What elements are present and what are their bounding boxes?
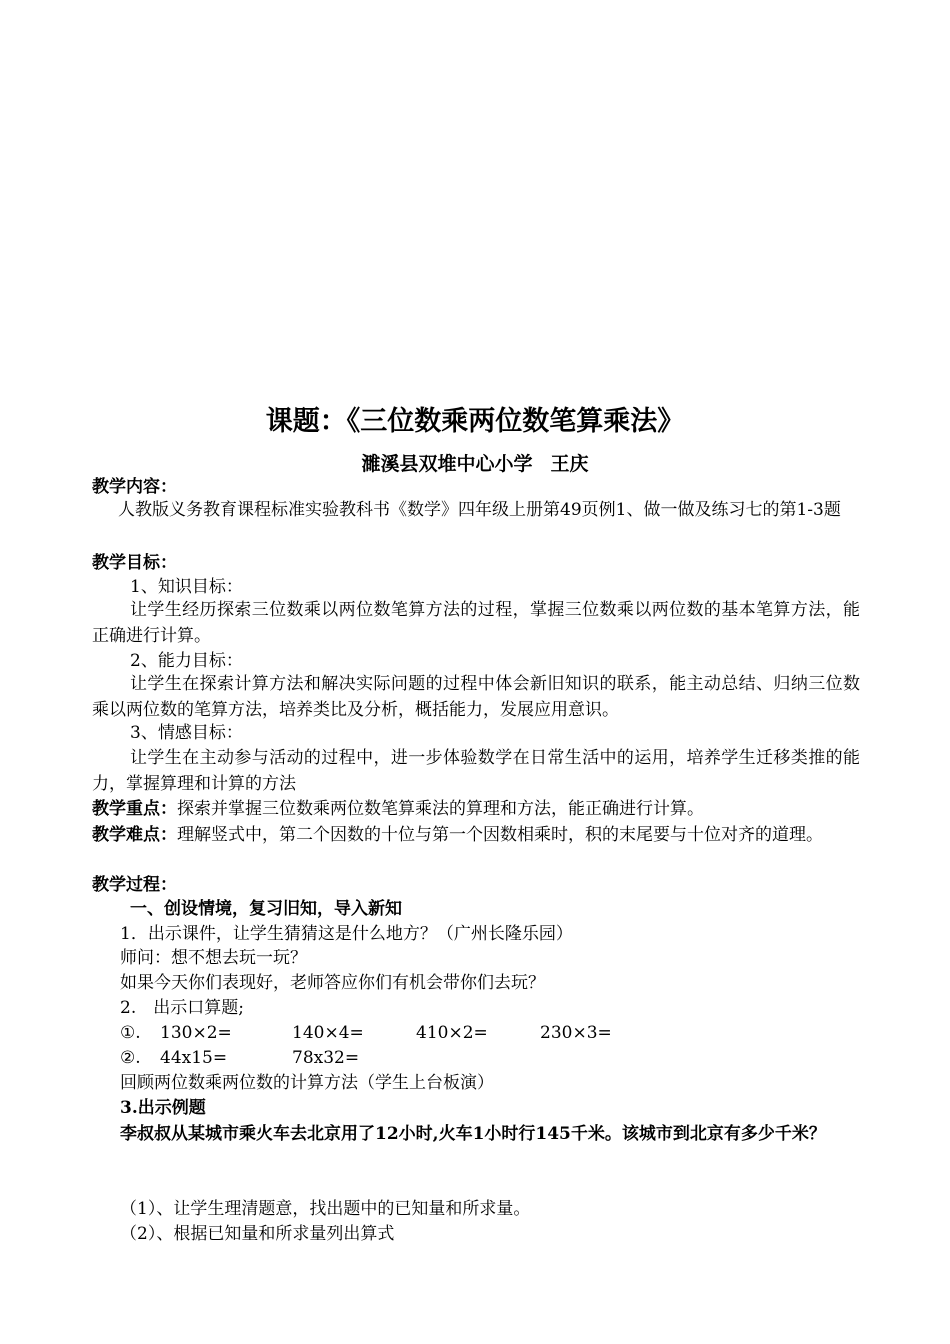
sub1-text: （1）、让学生理清题意，找出题中的已知量和所求量。 — [120, 1199, 531, 1219]
example-problem: 李叔叔从某城市乘火车去北京用了12小时,火车1小时行145千米。该城市到北京有多少千米？ — [120, 1124, 826, 1144]
content-text: 人教版义务教育课程标准实验教科书《数学》四年级上册第49页例1、做一做及练习七的第1-3题 — [118, 500, 841, 520]
row2-marker: ②. — [120, 1048, 141, 1068]
ask1-text: 师问：想不想去玩一玩？ — [120, 948, 307, 968]
sub2-text: （2）、根据已知量和所求量列出算式 — [120, 1224, 395, 1244]
difficulty-heading: 教学难点： — [92, 825, 177, 845]
goal1-text: 让学生经历探索三位数乘以两位数笔算方法的过程，掌握三位数乘以两位数的基本笔算方法，能正确进行计算。 — [92, 600, 860, 646]
author-name: 王庆 — [550, 453, 589, 475]
step3-text: 3.出示例题 — [120, 1098, 206, 1118]
row1-item: 410×2= — [416, 1023, 488, 1043]
content-heading: 教学内容： — [92, 477, 177, 497]
difficulty-text: 理解竖式中，第二个因数的十位与第一个因数相乘时，积的末尾要与十位对齐的道理。 — [177, 825, 823, 845]
row1-item: 230×3= — [540, 1023, 612, 1043]
goal2-text: 让学生在探索计算方法和解决实际问题的过程中体会新旧知识的联系，能主动总结、归纳三位数乘以两位数的笔算方法，培养类比及分析，概括能力，发展应用意识。 — [92, 674, 860, 720]
step1-text: 1．出示课件，让学生猜猜这是什么地方？（广州长隆乐园） — [120, 924, 573, 944]
step2-text: 2. 出示口算题; — [120, 998, 244, 1018]
difficulty-point — [92, 822, 860, 848]
key-text: 探索并掌握三位数乘两位数笔算乘法的算理和方法，能正确进行计算。 — [177, 799, 704, 819]
row1-item: 140×4= — [292, 1023, 364, 1043]
section1-title: 一、创设情境，复习旧知，导入新知 — [130, 899, 402, 919]
process-heading: 教学过程： — [92, 875, 177, 895]
school-name: 濉溪县双堆中心小学 — [361, 453, 533, 475]
goal1-title: 1、知识目标： — [130, 577, 243, 597]
goal3-text: 让学生在主动参与活动的过程中，进一步体验数学在日常生活中的运用，培养学生迁移类推的能力，掌握算理和计算的方法 — [92, 748, 860, 794]
key-point — [92, 797, 704, 821]
author-line — [0, 451, 950, 477]
review-text: 回顾两位数乘两位数的计算方法（学生上台板演） — [120, 1073, 494, 1093]
row2-item: 78x32= — [292, 1048, 360, 1068]
row2-item: 44x15= — [160, 1048, 228, 1068]
key-heading: 教学重点： — [92, 799, 177, 819]
goal2-title: 2、能力目标： — [130, 651, 243, 671]
row1-marker: ①. — [120, 1023, 141, 1043]
row1-item: 130×2= — [160, 1023, 232, 1043]
ask2-text: 如果今天你们表现好，老师答应你们有机会带你们去玩？ — [120, 973, 545, 993]
goal3-title: 3、情感目标： — [130, 723, 243, 743]
lesson-title: 课题：《三位数乘两位数笔算乘法》 — [265, 406, 685, 437]
goals-heading: 教学目标： — [92, 553, 177, 573]
